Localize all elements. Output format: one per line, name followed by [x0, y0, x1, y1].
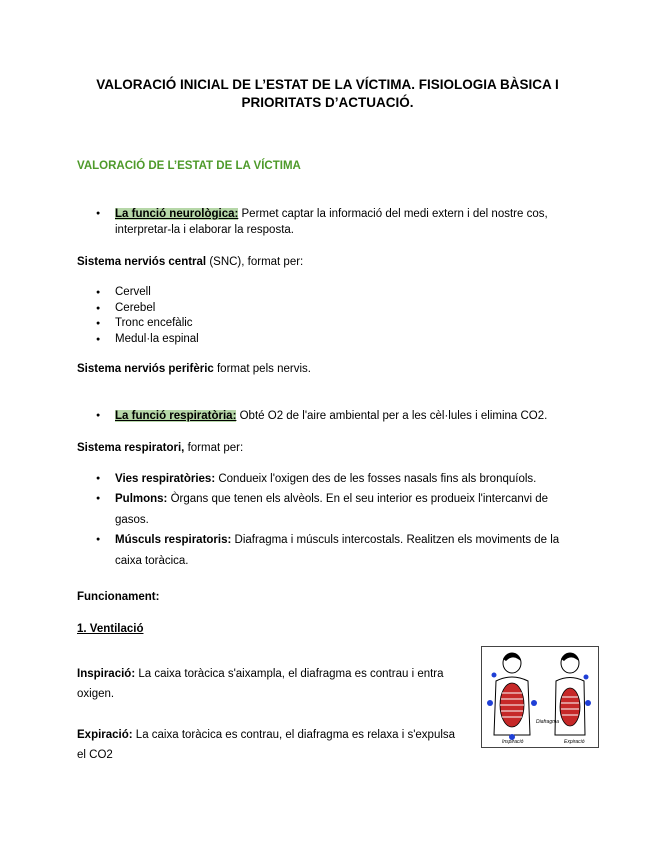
inspiracio-label: Inspiració	[502, 739, 524, 745]
funcionament-heading: Funcionament:	[77, 591, 160, 603]
arrow-dot-icon	[584, 675, 589, 680]
arrow-dot-icon	[585, 700, 591, 706]
breathing-illustration	[482, 647, 598, 747]
sistema-resp-rest: format per:	[184, 442, 244, 454]
title-line-1: VALORACIÓ INICIAL DE L’ESTAT DE LA VÍCTIMA. FISIOLOGIA BÀSICA I	[96, 77, 559, 92]
list-item: ● Medul·la espinal	[115, 332, 199, 348]
expiration-figure	[555, 653, 591, 735]
pulmons-paragraph: Pulmons: Òrgans que tenen els alvèols. En el seu interior es produeix l'intercanvi de	[115, 493, 549, 505]
snc-rest: (SNC), format per:	[206, 256, 304, 268]
pulmons-line-2: gasos.	[115, 514, 149, 526]
inspiration-figure	[487, 653, 537, 740]
ventilacio-heading: 1. Ventilació	[77, 623, 144, 635]
arrow-dot-icon	[531, 700, 537, 706]
neuro-label: La funció neurològica:	[115, 208, 239, 220]
bullet-pulmons	[96, 491, 100, 507]
sistema-resp-paragraph	[77, 440, 243, 456]
diafragma-label: Diafragma	[536, 719, 560, 725]
document-title	[60, 76, 595, 112]
neuro-text-1: Permet captar la informació del medi extern i del nostre cos,	[238, 208, 548, 220]
title-line-2: PRIORITATS D’ACTUACIÓ.	[241, 95, 414, 110]
snp-paragraph	[77, 361, 311, 377]
snp-bold: Sistema nerviós perifèric	[77, 363, 214, 375]
snc-list	[115, 285, 199, 347]
vies-paragraph: Vies respiratòries: Condueix l'oxigen des de les fosses nasals fins als bronquíols.	[115, 473, 537, 485]
neuro-paragraph	[115, 206, 595, 222]
inspiracio-paragraph: Inspiració: La caixa toràcica s'aixampla, el diafragma es contrau i entra	[77, 668, 444, 680]
bullet-resp	[96, 408, 100, 424]
resp-paragraph	[115, 408, 547, 424]
list-item: ● Tronc encefàlic	[115, 316, 199, 332]
breathing-figure	[481, 646, 599, 748]
arrow-dot-icon	[487, 700, 493, 706]
arrow-dot-icon	[492, 673, 497, 678]
bullet-neuro	[96, 206, 100, 222]
snc-bold: Sistema nerviós central	[77, 256, 207, 268]
bullet-vies	[96, 471, 100, 487]
inspiracio-line-2: oxigen.	[77, 688, 115, 700]
sistema-resp-bold: Sistema respiratori,	[77, 442, 185, 454]
list-item: ● Cervell	[115, 285, 199, 301]
resp-label: La funció respiratòria:	[115, 410, 237, 422]
list-item: ● Cerebel	[115, 301, 199, 317]
bullet-musculs	[96, 532, 100, 548]
resp-text: Obté O2 de l'aire ambiental per a les cèl·lules i elimina CO2.	[236, 410, 548, 422]
snc-paragraph	[77, 254, 303, 270]
snp-rest: format pels nervis.	[213, 363, 311, 375]
musculs-line-2: caixa toràcica.	[115, 555, 189, 567]
expiracio-line-2: el CO2	[77, 749, 113, 761]
musculs-paragraph: Músculs respiratoris: Diafragma i músculs intercostals. Realitzen els moviments de la	[115, 534, 560, 546]
section-heading: VALORACIÓ DE L’ESTAT DE LA VÍCTIMA	[77, 160, 301, 172]
expiracio-label: Expiració	[564, 739, 585, 745]
expiracio-paragraph: Expiració: La caixa toràcica es contrau, el diafragma es relaxa i s'expulsa	[77, 729, 456, 741]
neuro-text-2: interpretar-la i elaborar la resposta.	[115, 224, 294, 236]
